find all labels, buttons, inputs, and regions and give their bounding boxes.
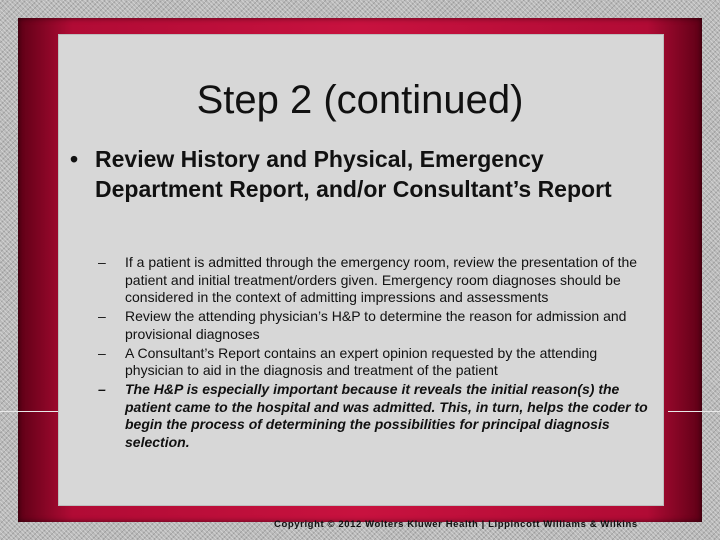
main-bullet-text: Review History and Physical, Emergency Department Report, and/or Consultant’s Report [95,146,612,202]
sub-bullet-text: The H&P is especially important because it reveals the initial reason(s) the patient came to the hospital and was admitted. This, in turn, helps the coder to begin the process of determining the possibilities for principal diagnosis selection. [125,381,648,450]
sub-bullet-marker: – [98,308,106,324]
sub-bullet-item [98,345,658,380]
sub-bullet-text: If a patient is admitted through the emergency room, review the presentation of the patient and initial treatment/orders given. Emergency room diagnoses should be considered in the context of admitting impressions and assessments [125,254,638,305]
accent-line-left [0,411,58,412]
sub-bullet-marker: – [98,254,106,270]
sub-bullet-marker: – [98,344,106,361]
accent-line-right [668,411,720,412]
sub-bullet-text: A Consultant’s Report contains an expert opinion requested by the attending physician to aid in the diagnosis and treatment of the patient [125,344,598,378]
sub-bullet-list [98,254,658,453]
sub-bullet-item [98,308,658,343]
sub-bullet-text: Review the attending physician’s H&P to determine the reason for admission and provisional diagnoses [125,308,627,342]
sub-bullet-item [98,254,658,307]
main-bullet [70,144,650,204]
bullet-marker: • [70,146,79,172]
sub-bullet-item-emphasized [98,381,658,451]
slide-title: Step 2 (continued) [196,78,524,122]
sub-bullet-marker: – [98,381,106,397]
copyright-footer: Copyright © 2012 Wolters Kluwer Health | Lippincott Williams & Wilkins [274,519,638,530]
